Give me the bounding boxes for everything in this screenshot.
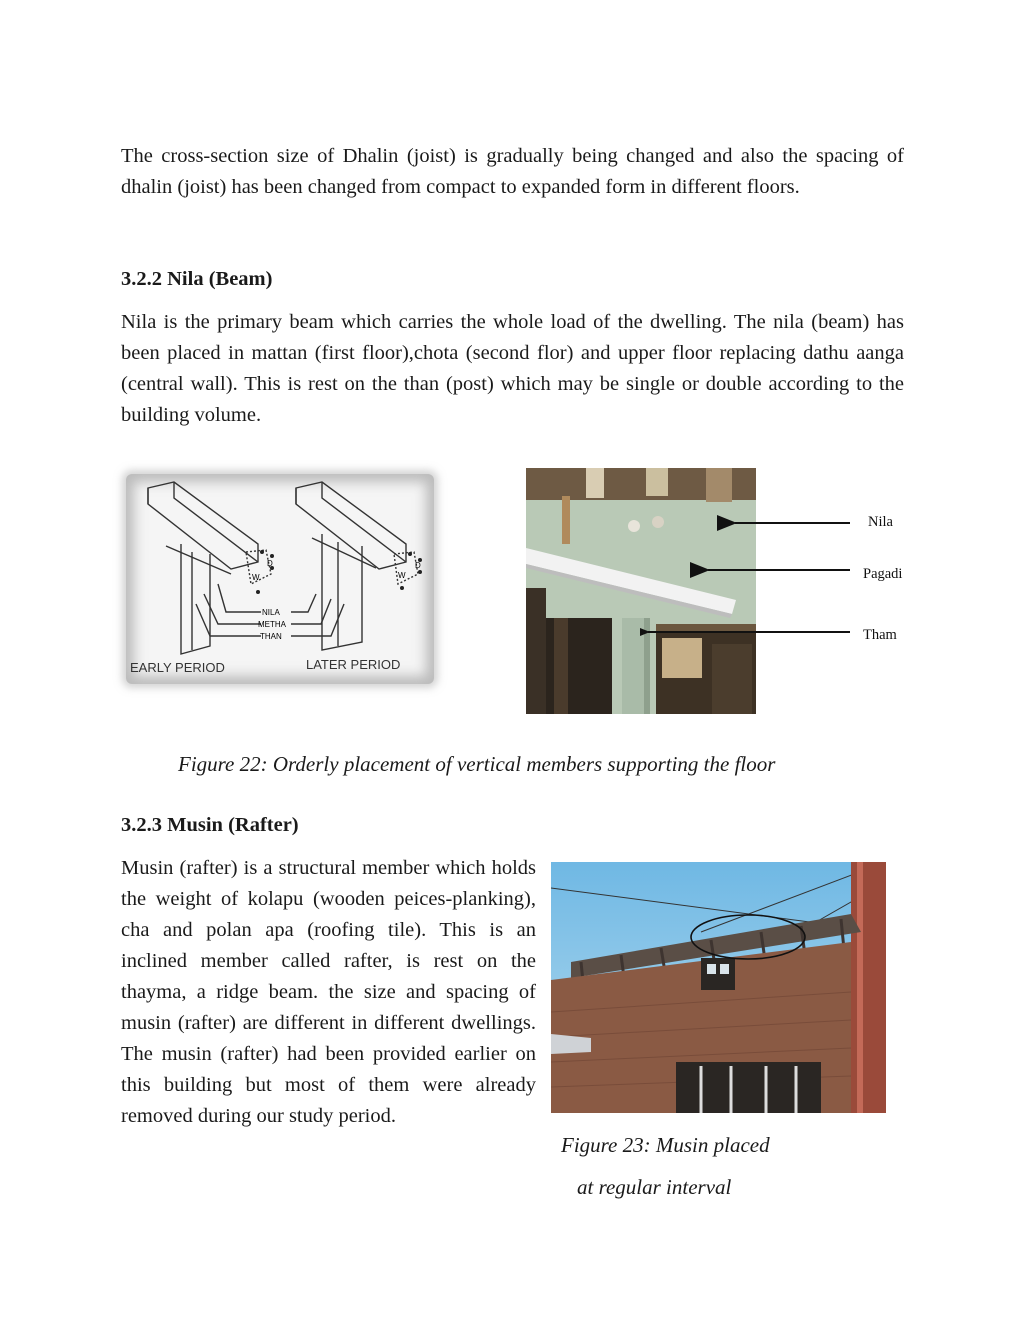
callout-arrows	[640, 510, 860, 650]
figure-22-caption: Figure 22: Orderly placement of vertical members supporting the floor	[178, 752, 776, 776]
beam-sketch-drawing	[126, 474, 434, 684]
figure-23-photo	[551, 862, 886, 1113]
sketch-label-d-later: D	[415, 561, 421, 570]
sketch-label-d-early: D	[267, 559, 273, 568]
callout-tham: Tham	[863, 627, 897, 643]
figure-23-caption-line2: at regular interval	[577, 1175, 732, 1199]
sketch-label-w-early: W	[252, 573, 260, 582]
nila-paragraph: Nila is the primary beam which carries the whole load of the dwelling. The nila (beam) has been placed in mattan (first floor),chota (second flor) and upper floor replacing dathu aanga (central wall). This is rest on the than (post) which may be single or double according to the building volume.	[121, 311, 904, 426]
sketch-label-nila: NILA	[262, 608, 280, 617]
section-heading-musin: 3.2.3 Musin (Rafter)	[121, 814, 299, 836]
sketch-label-than: THAN	[260, 632, 282, 641]
section-heading-nila: 3.2.2 Nila (Beam)	[121, 268, 273, 290]
callout-nila: Nila	[868, 514, 893, 530]
sketch-label-later-period: LATER PERIOD	[306, 657, 401, 672]
musin-paragraph: Musin (rafter) is a structural member which holds the weight of kolapu (wooden peices-planking), cha and polan apa (roofing tile). This is an inclined member called rafter, is rest on the thayma, a ridge beam. the size and spacing of musin (rafter) are different in different dwellings. The musin (rafter) had been provided earlier on this building but most of them were already removed during our study period.	[121, 857, 536, 1127]
figure-23-caption-line1: Figure 23: Musin placed	[561, 1133, 770, 1157]
intro-paragraph: The cross-section size of Dhalin (joist) is gradually being changed and also the spacing of dhalin (joist) has been changed from compact to expanded form in different floors.	[121, 145, 904, 198]
sketch-label-w-later: W	[398, 571, 406, 580]
rooftop-photo-illustration	[551, 862, 886, 1113]
figure-22-sketch	[126, 474, 434, 684]
sketch-label-metha: METHA	[258, 620, 286, 629]
callout-pagadi: Pagadi	[863, 566, 903, 582]
sketch-label-early-period: EARLY PERIOD	[130, 660, 225, 675]
